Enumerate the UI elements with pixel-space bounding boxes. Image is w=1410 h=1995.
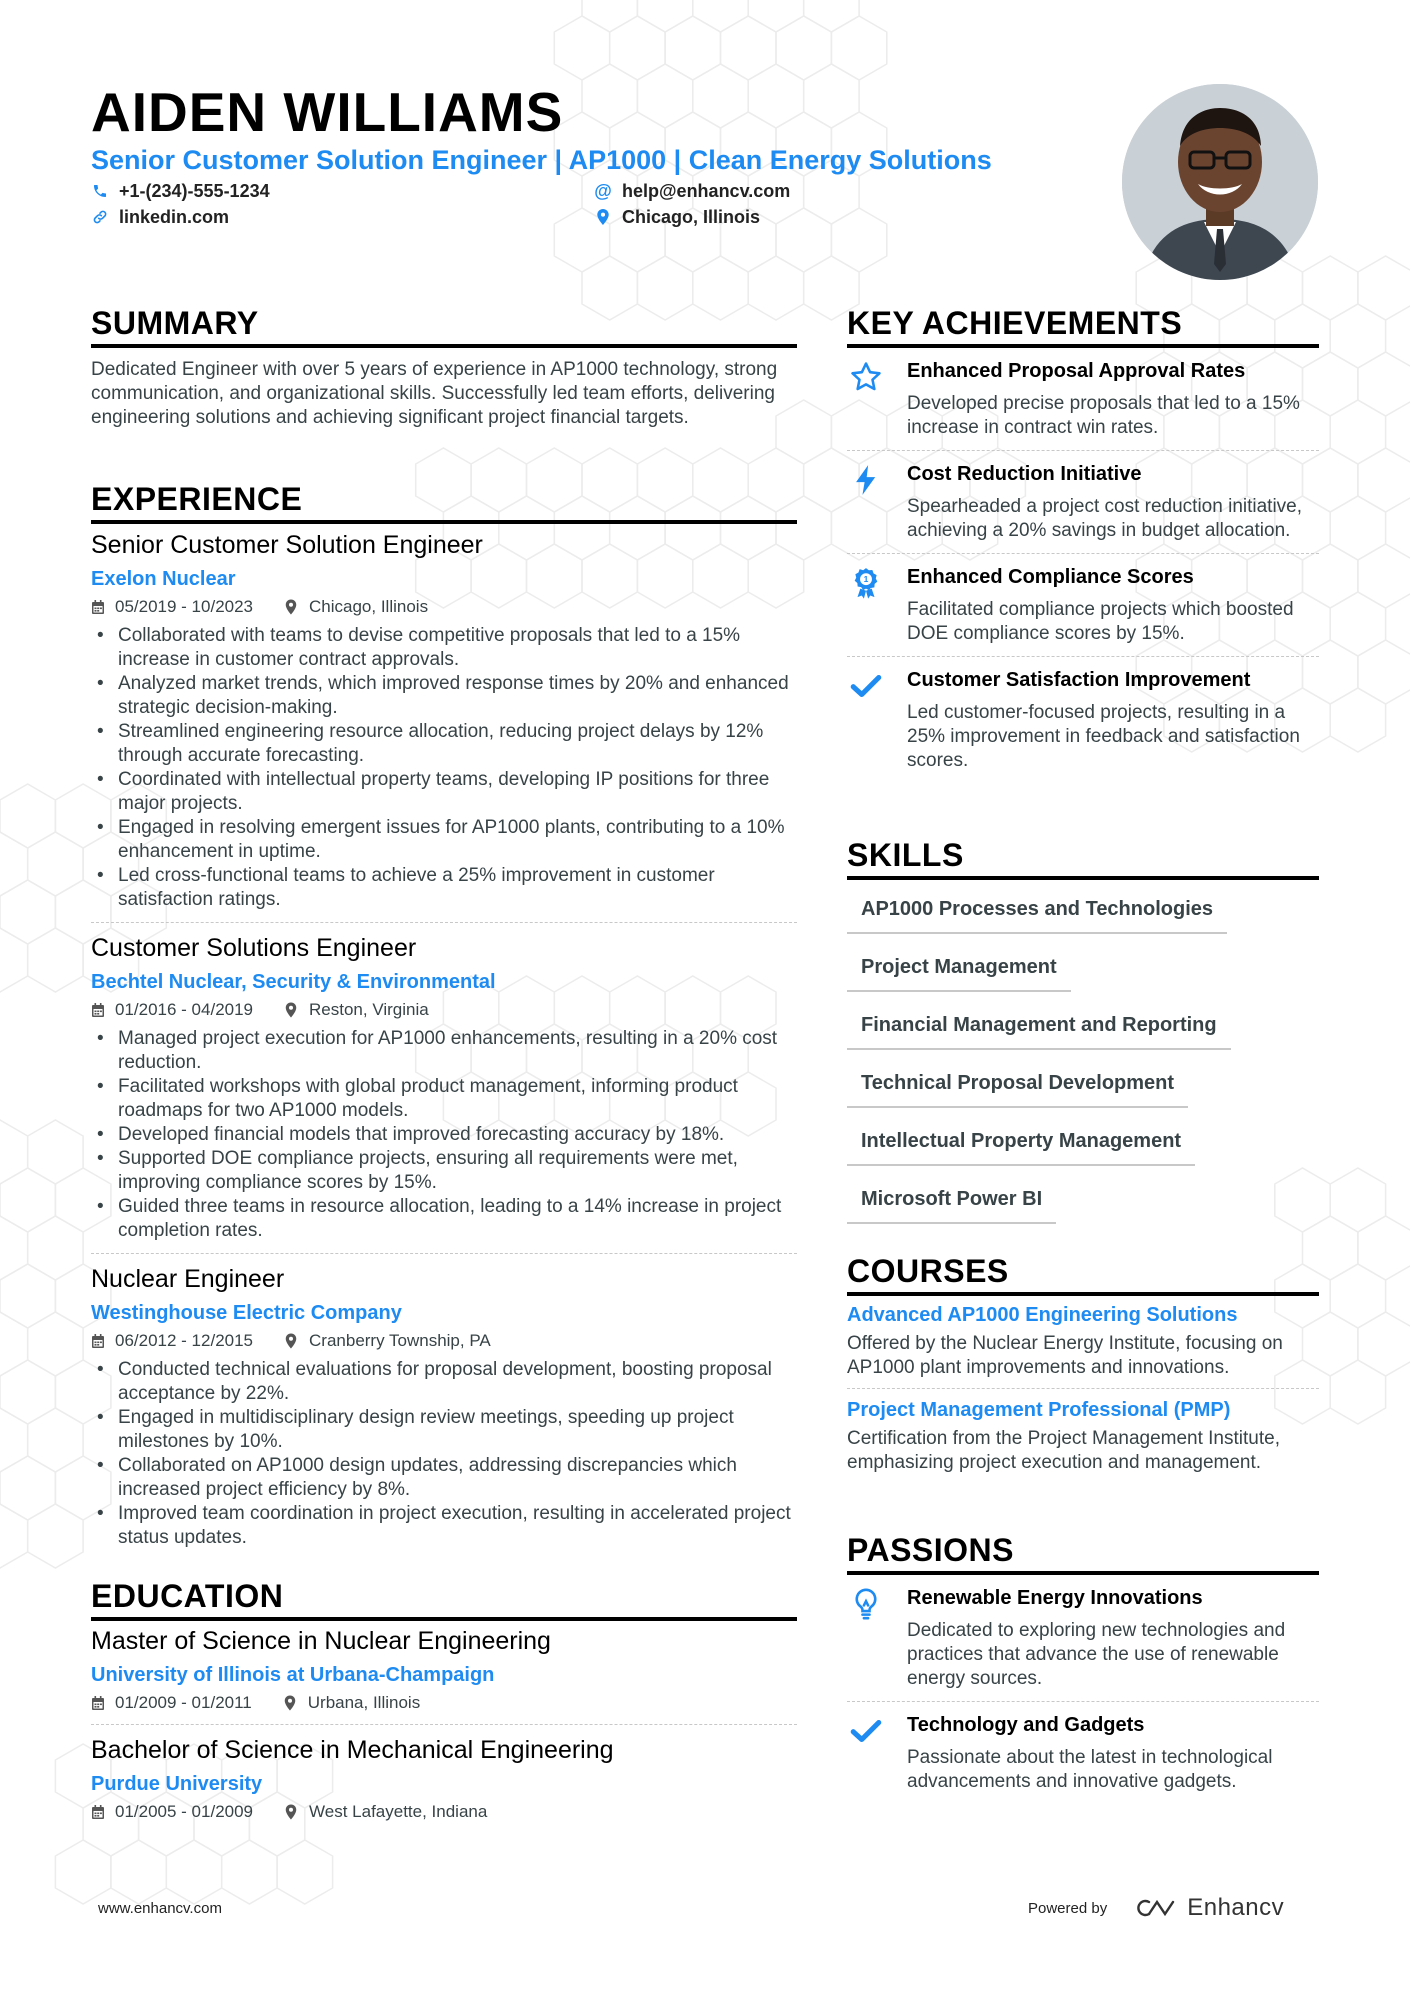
course-description: Certification from the Project Management Institute, emphasizing project execution and management. xyxy=(847,1428,1280,1473)
calendar-icon xyxy=(91,1333,105,1349)
achievements-entry xyxy=(847,358,1319,440)
summary-text: Dedicated Engineer with over 5 years of experience in AP1000 technology, strong communication, and organizational skills. Successfully led team efforts, delivering engineering solutions and achieving significant project financial targets. xyxy=(91,359,778,428)
skill-tag: Microsoft Power BI xyxy=(847,1186,1056,1224)
course-entry xyxy=(847,1397,1319,1475)
education-entry xyxy=(91,1735,797,1823)
course-title[interactable]: Advanced AP1000 Engineering Solutions xyxy=(847,1304,1238,1326)
lightning-icon xyxy=(849,463,883,497)
skill-row xyxy=(847,954,1319,1012)
achievements-title: Customer Satisfaction Improvement xyxy=(907,669,1251,691)
experience-entry xyxy=(91,1264,797,1550)
education-meta xyxy=(91,1692,797,1714)
experience-heading: EXPERIENCE xyxy=(91,481,303,517)
passions-entry xyxy=(847,1585,1319,1691)
degree-title: Bachelor of Science in Mechanical Engineering xyxy=(91,1736,614,1764)
footer-brand-name: Enhancv xyxy=(1187,1894,1285,1921)
skill-tag: Technical Proposal Development xyxy=(847,1070,1188,1108)
bullet-item: • Conducted technical evaluations for proposal development, boosting proposal acceptance by 22%. xyxy=(91,1358,797,1406)
location-pin-icon xyxy=(284,1695,298,1711)
summary-rule xyxy=(91,344,797,348)
passions-rule xyxy=(847,1571,1319,1575)
bullet-item: • Collaborated with teams to devise competitive proposals that led to a 15% increase in customer contract approvals. xyxy=(91,624,797,672)
education-dates: 01/2009 - 01/2011 xyxy=(115,1693,252,1712)
calendar-icon xyxy=(91,1695,105,1711)
achievements-title: Enhanced Proposal Approval Rates xyxy=(907,360,1246,382)
divider xyxy=(91,922,797,923)
experience-rule xyxy=(91,520,797,524)
skill-row xyxy=(847,1186,1319,1244)
bullet-item: • Engaged in multidisciplinary design review meetings, speeding up project milestones by 10%. xyxy=(91,1406,797,1454)
bullet-item: • Coordinated with intellectual property teams, developing IP positions for three major projects. xyxy=(91,768,797,816)
job-bullets xyxy=(91,1358,797,1550)
education-list xyxy=(91,1626,797,1823)
job-meta xyxy=(91,1330,797,1352)
education-dates: 01/2005 - 01/2009 xyxy=(115,1802,254,1821)
course-title[interactable]: Project Management Professional (PMP) xyxy=(847,1399,1231,1421)
skill-row xyxy=(847,1070,1319,1128)
calendar-icon xyxy=(91,1002,105,1018)
achievements-title: Enhanced Compliance Scores xyxy=(907,566,1194,588)
education-location: West Lafayette, Indiana xyxy=(309,1802,488,1821)
divider xyxy=(91,1253,797,1254)
email-text: help@enhancv.com xyxy=(622,181,791,201)
divider xyxy=(847,450,1319,451)
job-title: Customer Solutions Engineer xyxy=(91,934,417,962)
star-icon xyxy=(849,360,883,394)
education-rule xyxy=(91,1617,797,1621)
course-description: Offered by the Nuclear Energy Institute, focusing on AP1000 plant improvements and innovations. xyxy=(847,1333,1283,1378)
job-location: Chicago, Illinois xyxy=(309,597,429,616)
experience-entry xyxy=(91,933,797,1254)
footer-branding[interactable] xyxy=(1028,1894,1284,1922)
calendar-icon xyxy=(91,599,105,615)
bullet-item: • Facilitated workshops with global product management, informing product roadmaps for two AP1000 models. xyxy=(91,1075,797,1123)
skill-tag: AP1000 Processes and Technologies xyxy=(847,896,1227,934)
achievements-description: Facilitated compliance projects which boosted DOE compliance scores by 15%. xyxy=(907,599,1294,644)
calendar-icon xyxy=(91,1804,105,1820)
phone-text: +1-(234)-555-1234 xyxy=(119,181,270,201)
job-bullets xyxy=(91,624,797,912)
svg-text:1: 1 xyxy=(863,574,869,585)
achievements-list xyxy=(847,358,1319,773)
key-achievements-heading: KEY ACHIEVEMENTS xyxy=(847,305,1183,341)
education-location: Urbana, Illinois xyxy=(307,1693,421,1712)
linkedin-text: linkedin.com xyxy=(119,207,230,227)
achievements-description: Developed precise proposals that led to a 15% increase in contract win rates. xyxy=(907,393,1300,438)
at-sign-icon: @ xyxy=(594,181,612,201)
skills-heading: SKILLS xyxy=(847,837,964,873)
passions-entry xyxy=(847,1712,1319,1794)
bullet-item: • Analyzed market trends, which improved response times by 20% and enhanced strategic decision-making. xyxy=(91,672,797,720)
courses-heading: COURSES xyxy=(847,1253,1009,1289)
bullet-item: • Managed project execution for AP1000 enhancements, resulting in a 20% cost reduction. xyxy=(91,1027,797,1075)
location-pin-icon xyxy=(285,1002,299,1018)
job-dates: 05/2019 - 10/2023 xyxy=(115,597,254,616)
education-entry xyxy=(91,1626,797,1725)
lightbulb-icon xyxy=(849,1587,883,1621)
checkmark-icon xyxy=(849,1714,883,1748)
bullet-item: • Supported DOE compliance projects, ensuring all requirements were met, improving compliance scores by 15%. xyxy=(91,1147,797,1195)
company-name[interactable]: Westinghouse Electric Company xyxy=(91,1302,402,1324)
contact-linkedin[interactable] xyxy=(91,206,229,228)
courses-rule xyxy=(847,1292,1319,1296)
achievements-entry xyxy=(847,564,1319,646)
job-location: Cranberry Township, PA xyxy=(309,1331,491,1350)
achievements-description: Spearheaded a project cost reduction initiative, achieving a 20% savings in budget allocation. xyxy=(907,496,1303,541)
contact-location xyxy=(594,206,760,228)
powered-by-label: Powered by xyxy=(1028,1899,1108,1917)
divider xyxy=(847,656,1319,657)
job-bullets xyxy=(91,1027,797,1243)
passions-title: Renewable Energy Innovations xyxy=(907,1587,1203,1609)
location-pin-icon xyxy=(285,599,299,615)
degree-title: Master of Science in Nuclear Engineering xyxy=(91,1627,551,1655)
job-title: Nuclear Engineer xyxy=(91,1265,285,1293)
location-text: Chicago, Illinois xyxy=(622,207,761,227)
skill-row xyxy=(847,896,1319,954)
job-meta xyxy=(91,999,797,1021)
skill-row xyxy=(847,1128,1319,1186)
location-pin-icon xyxy=(285,1333,299,1349)
bullet-item: • Guided three teams in resource allocation, leading to a 14% increase in project completion rates. xyxy=(91,1195,797,1243)
job-location: Reston, Virginia xyxy=(309,1000,429,1019)
job-dates: 01/2016 - 04/2019 xyxy=(115,1000,254,1019)
checkmark-icon xyxy=(849,669,883,703)
job-dates: 06/2012 - 12/2015 xyxy=(115,1331,254,1350)
divider xyxy=(847,553,1319,554)
bullet-item: • Improved team coordination in project execution, resulting in accelerated project status updates. xyxy=(91,1502,797,1550)
bullet-item: • Developed financial models that improved forecasting accuracy by 18%. xyxy=(91,1123,797,1147)
candidate-name: AIDEN WILLIAMS xyxy=(91,81,564,143)
skills-rule xyxy=(847,876,1319,880)
passions-heading: PASSIONS xyxy=(847,1532,1014,1568)
link-icon xyxy=(91,208,109,226)
achievements-description: Led customer-focused projects, resulting in a 25% improvement in feedback and satisfaction scores. xyxy=(907,702,1300,771)
profile-photo xyxy=(1122,84,1318,280)
summary-heading: SUMMARY xyxy=(91,305,259,341)
phone-icon xyxy=(91,182,109,200)
skill-tag: Financial Management and Reporting xyxy=(847,1012,1231,1050)
award-medal-icon xyxy=(849,566,883,600)
education-heading: EDUCATION xyxy=(91,1578,284,1614)
school-name[interactable]: University of Illinois at Urbana-Champaign xyxy=(91,1664,495,1686)
skill-row xyxy=(847,1012,1319,1070)
contact-email[interactable] xyxy=(594,180,790,202)
courses-list xyxy=(847,1302,1319,1475)
location-pin-icon xyxy=(285,1804,299,1820)
bullet-item: • Engaged in resolving emergent issues for AP1000 plants, contributing to a 10% enhancement in uptime. xyxy=(91,816,797,864)
skill-tag: Project Management xyxy=(847,954,1071,992)
footer-website[interactable]: www.enhancv.com xyxy=(98,1900,222,1917)
bullet-item: • Led cross-functional teams to achieve a 25% improvement in customer satisfaction ratings. xyxy=(91,864,797,912)
achievements-title: Cost Reduction Initiative xyxy=(907,463,1142,485)
company-name[interactable]: Exelon Nuclear xyxy=(91,568,236,590)
job-meta xyxy=(91,596,797,618)
passions-title: Technology and Gadgets xyxy=(907,1714,1145,1736)
course-entry xyxy=(847,1302,1319,1380)
divider xyxy=(847,1388,1319,1389)
candidate-headline: Senior Customer Solution Engineer | AP1000 | Clean Energy Solutions xyxy=(91,145,992,175)
education-meta xyxy=(91,1801,797,1823)
divider xyxy=(847,1701,1319,1702)
skills-list xyxy=(847,896,1319,1244)
contact-phone[interactable] xyxy=(91,180,270,202)
experience-list xyxy=(91,530,797,1550)
achievements-entry xyxy=(847,667,1319,773)
passions-list xyxy=(847,1585,1319,1794)
skill-tag: Intellectual Property Management xyxy=(847,1128,1195,1166)
divider xyxy=(91,1724,797,1725)
school-name[interactable]: Purdue University xyxy=(91,1773,263,1795)
passions-description: Passionate about the latest in technological advancements and innovative gadgets. xyxy=(907,1747,1273,1792)
job-title: Senior Customer Solution Engineer xyxy=(91,531,483,559)
company-name[interactable]: Bechtel Nuclear, Security & Environmental xyxy=(91,971,496,993)
key-achievements-rule xyxy=(847,344,1319,348)
bullet-item: • Streamlined engineering resource allocation, reducing project delays by 12% through accurate forecasting. xyxy=(91,720,797,768)
passions-description: Dedicated to exploring new technologies and practices that advance the use of renewable energy sources. xyxy=(907,1620,1286,1689)
bullet-item: • Collaborated on AP1000 design updates, addressing discrepancies which increased project efficiency by 8%. xyxy=(91,1454,797,1502)
achievements-entry xyxy=(847,461,1319,543)
experience-entry xyxy=(91,530,797,923)
location-pin-icon xyxy=(594,208,612,226)
enhancv-logo-icon xyxy=(1135,1897,1179,1919)
